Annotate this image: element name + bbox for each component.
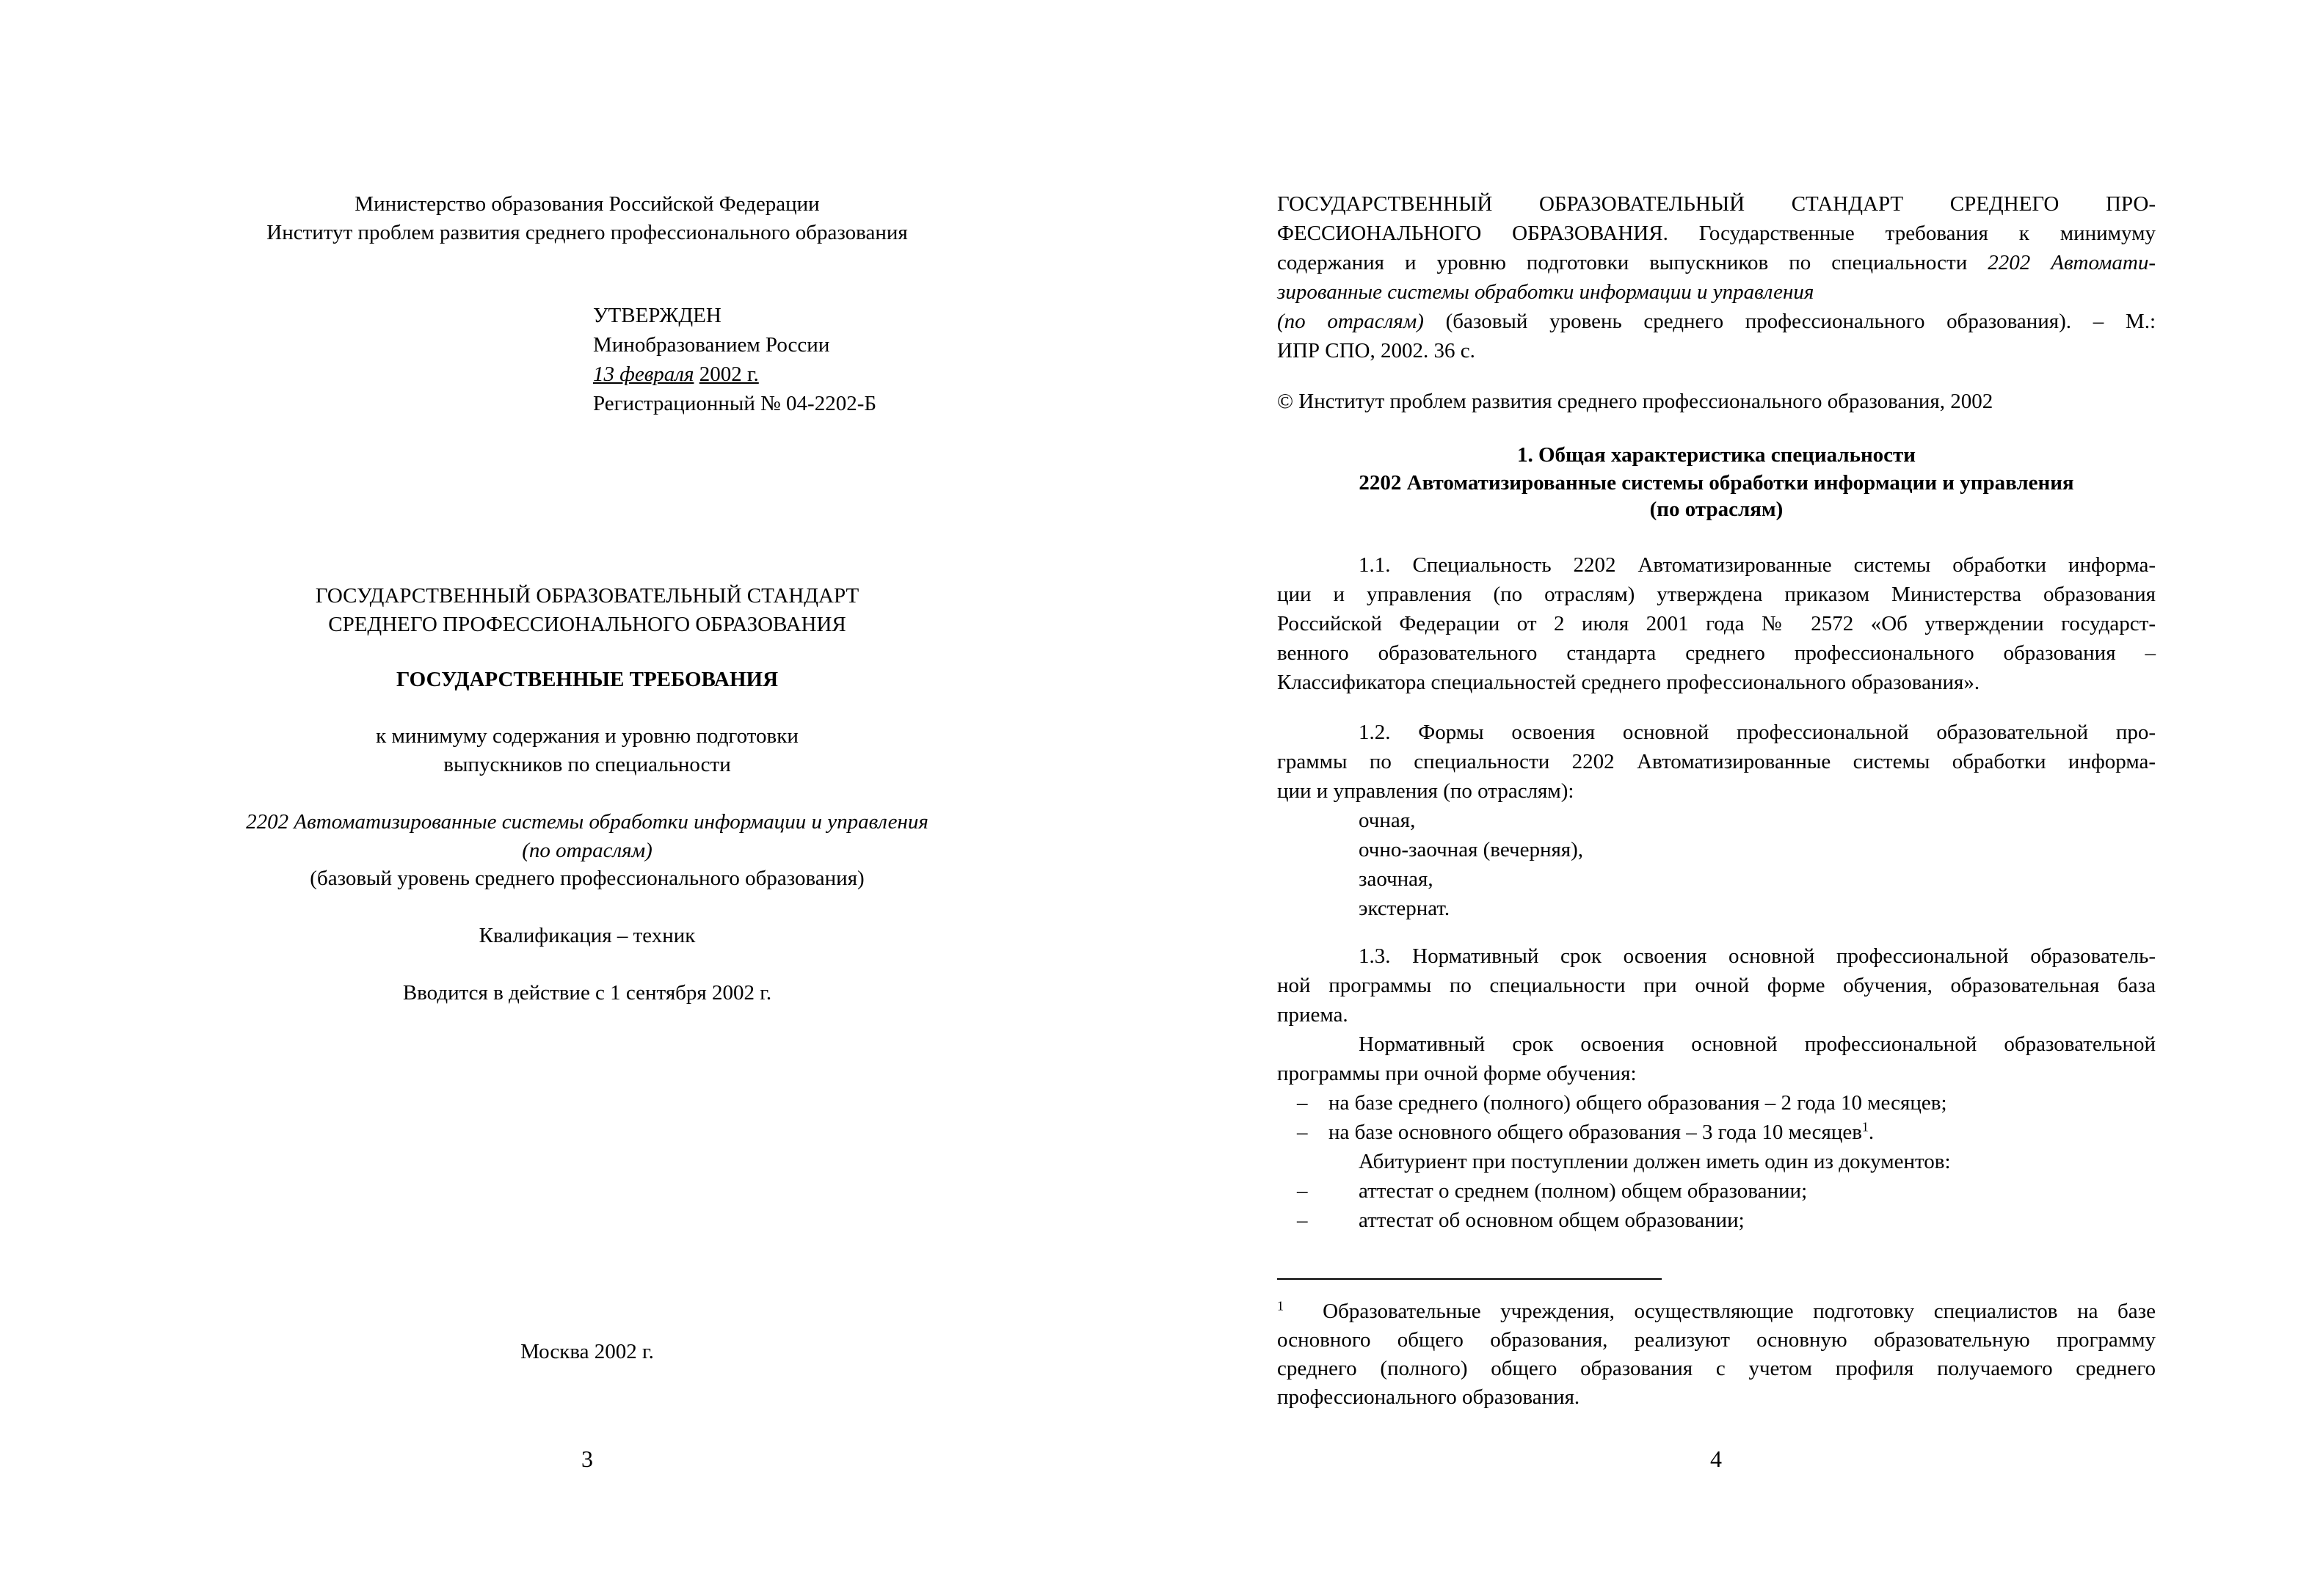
document-item [1277,1206,2156,1235]
paragraph-line: ной программы по специальности при очной форме обучения, образовательная база [1277,974,2156,997]
city-year: Москва 2002 г. [520,1340,654,1363]
paragraph-line: Классификатора специальностей среднего профессионального образования». [1277,671,1980,694]
approval-date [593,360,876,389]
dash-bullet: – [1297,1179,1308,1203]
section-heading [1277,440,2156,522]
approval-by: Минобразованием России [593,333,830,357]
study-form: очно-заочная (вечерняя), [1359,838,1584,861]
duration-item-text: на базе основного общего образования – 3 года 10 месяцев [1328,1121,1862,1144]
registration-number: Регистрационный № 04-2202-Б [593,392,877,415]
biblio-text: (базовый уровень среднего профессионального образования). – М.: [1423,310,2156,333]
page-number: 4 [1710,1446,1722,1472]
right-page [1156,0,2312,1596]
study-form: заочная, [1359,867,1433,891]
paragraph-line: ции и управления (по отраслям): [1277,779,1574,803]
study-form: очная, [1359,809,1416,832]
biblio-line: ИПР СПО, 2002. 36 с. [1277,339,1475,362]
footnote-ref[interactable]: 1 [1861,1119,1869,1134]
paragraph-line: венного образовательного стандарта среднего профессионального образования – [1277,641,2156,665]
minimum-line1: к минимуму содержания и уровню подготовки [376,724,799,748]
footnote-line: профессионального образования. [1277,1385,1580,1409]
footnote-separator [1277,1278,1662,1280]
dash-bullet: – [1297,1091,1308,1115]
paragraph-line: приема. [1277,1003,1348,1027]
paragraph-line: ции и управления (по отраслям) утверждена приказом Министерства образования [1277,583,2156,606]
dash-bullet: – [1297,1121,1308,1144]
biblio-line [1277,307,2156,336]
page-number: 3 [581,1446,593,1472]
footnote-line: среднего (полного) общего образования с учетом профиля получаемого среднего [1277,1357,2156,1380]
duration-item-text: на базе среднего (полного) общего образования – 2 года 10 месяцев; [1328,1091,1947,1115]
paragraph-1-2 [1277,718,2156,923]
effective-date: Вводится в действие с 1 сентября 2002 г. [402,981,772,1005]
specialty-line2: (по отраслям) [522,839,652,862]
ministry-name: Министерство образования Российской Федерации [355,192,820,216]
approval-title: УТВЕРЖДЕН [593,304,721,327]
paragraph-line: Абитуриент при поступлении должен иметь один из документов: [1359,1150,1951,1173]
footnote-line [1277,1297,2156,1326]
document-item-text: аттестат об основном общем образовании; [1359,1209,1745,1232]
duration-item [1277,1118,2156,1147]
biblio-specialty: 2202 Автомати- [1988,251,2156,274]
paragraph-line: 1.1. Специальность 2202 Автоматизированные системы обработки информа- [1359,553,2156,577]
duration-item [1277,1088,2156,1118]
section-heading-line: (по отраслям) [1649,498,1784,521]
footnote-mark: 1 [1277,1298,1284,1313]
standard-title-line2: СРЕДНЕГО ПРОФЕССИОНАЛЬНОГО ОБРАЗОВАНИЯ [328,613,846,636]
paragraph-1-3 [1277,941,2156,1235]
paragraph-line: 1.3. Нормативный срок освоения основной профессиональной образователь- [1359,944,2156,968]
copyright: © Институт проблем развития среднего профессионального образования, 2002 [1277,390,1993,413]
dash-bullet: – [1297,1209,1308,1232]
minimum-line2: выпускников по специальности [443,753,731,776]
biblio-branches: (по отраслям) [1277,310,1424,333]
education-level: (базовый уровень среднего профессионального образования) [310,867,865,890]
footnote [1277,1297,2156,1412]
bibliographic-description [1277,189,2156,365]
duration-item-end: . [1868,1121,1875,1144]
document-item [1277,1176,2156,1206]
standard-title-line1: ГОСУДАРСТВЕННЫЙ ОБРАЗОВАТЕЛЬНЫЙ СТАНДАРТ [315,584,859,608]
biblio-line: ФЕССИОНАЛЬНОГО ОБРАЗОВАНИЯ. Государственные требования к минимуму [1277,222,2156,245]
approval-block [593,301,876,418]
biblio-line: зированные системы обработки информации и управления [1277,280,1814,304]
section-heading-line: 1. Общая характеристика специальности [1517,443,1916,467]
requirements-heading: ГОСУДАРСТВЕННЫЕ ТРЕБОВАНИЯ [396,668,779,691]
paragraph-line: 1.2. Формы освоения основной профессиональной образовательной про- [1359,721,2156,744]
biblio-text: содержания и уровню подготовки выпускников по специальности [1277,251,1988,274]
footnote-line-text: Образовательные учреждения, осуществляющие подготовку специалистов на базе [1323,1300,2156,1323]
paragraph-line: Российской Федерации от 2 июля 2001 года № 2572 «Об утверждении государст- [1277,612,2156,635]
specialty-line1: 2202 Автоматизированные системы обработки информации и управления [246,810,928,834]
biblio-line: ГОСУДАРСТВЕННЫЙ ОБРАЗОВАТЕЛЬНЫЙ СТАНДАРТ СРЕДНЕГО ПРО- [1277,192,2156,216]
approval-date-year: 2002 г. [699,362,759,386]
footnote-text [1277,1300,2156,1323]
approval-date-day: 13 февраля [593,362,694,386]
paragraph-line: Нормативный срок освоения основной профессиональной образовательной [1359,1032,2156,1056]
footnote-line: основного общего образования, реализуют основную образовательную программу [1277,1328,2156,1352]
biblio-line [1277,248,2156,277]
institute-name: Институт проблем развития среднего профессионального образования [266,221,908,244]
section-heading-line: 2202 Автоматизированные системы обработки информации и управления [1359,471,2074,495]
paragraph-line: программы при очной форме обучения: [1277,1062,1637,1085]
study-form: экстернат. [1359,897,1450,920]
paragraph-line: граммы по специальности 2202 Автоматизированные системы обработки информа- [1277,750,2156,773]
document-item-text: аттестат о среднем (полном) общем образовании; [1359,1179,1808,1203]
paragraph-1-1 [1277,550,2156,697]
qualification: Квалификация – техник [479,924,696,947]
